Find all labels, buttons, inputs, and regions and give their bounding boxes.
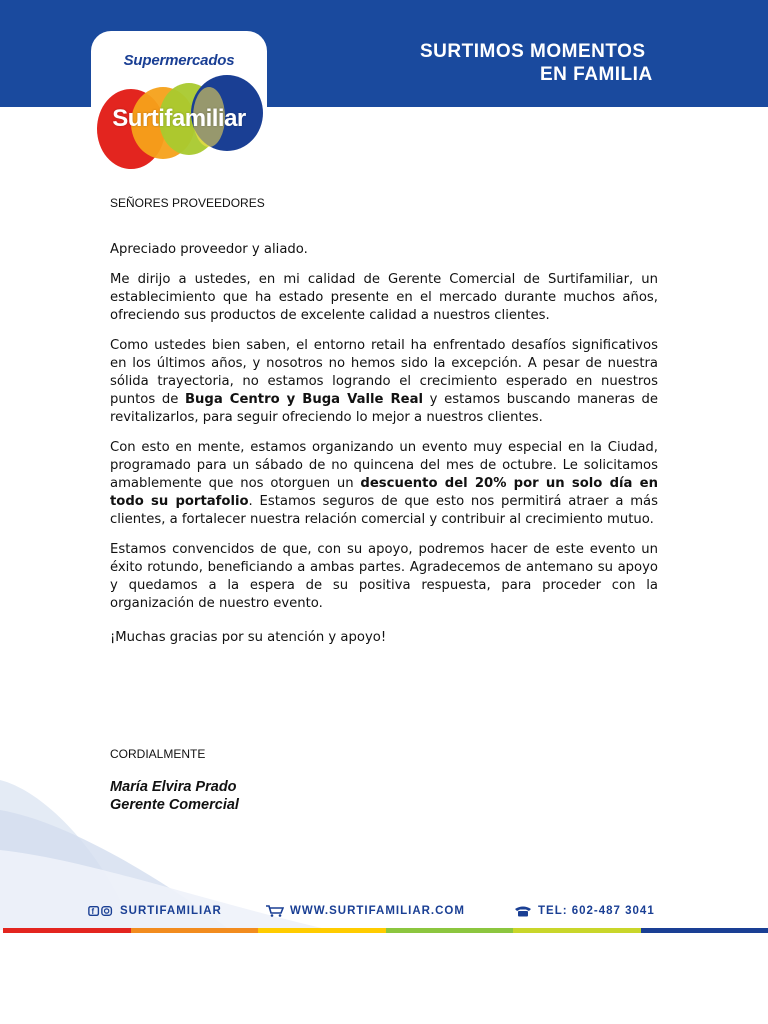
letter-closing: CORDIALMENTE [110,747,206,761]
color-bar-segment [131,928,259,933]
color-bar-segment [513,928,641,933]
letter-addressee: SEÑORES PROVEEDORES [110,196,265,210]
tagline-line-1: SURTIMOS MOMENTOS [420,41,646,62]
footer-contacts [88,905,668,923]
website-url: WWW.SURTIFAMILIAR.COM [290,905,465,917]
highlight-stores: Buga Centro y Buga Valle Real [184,392,424,407]
footer-phone[interactable] [514,905,655,917]
letter-paragraph-2: Como ustedes bien saben, el entorno retail ha enfrentado desafíos significativos en los últimos años, y nosotros no hemos sido la excepción. A pesar de nuestra sólida trayectoria, no estamos logrando el crecimiento esperado en nuestros puntos de Buga Centro y Buga Valle Real y estamos buscando maneras de revitalizarlos, para seguir ofreciendo lo mejor a nuestros clientes. [110,338,658,425]
svg-text:f: f [91,907,95,917]
logo-supermercados-text: Supermercados [123,52,235,69]
social-media-icon [88,905,114,917]
brand-logo [91,31,267,171]
letter-paragraph-3: Con esto en mente, estamos organizando un evento muy especial en la Ciudad, programado para un sábado de no quincena del mes de octubre. Le solicitamos amablemente que nos otorguen un descuento del 20% por un solo día en todo su portafolio. Estamos seguros de que esto nos permitirá atraer a más clientes, a fortalecer nuestra relación comercial y contribuir al crecimiento mutuo. [110,440,658,527]
signer-title: Gerente Comercial [110,797,239,813]
telephone-icon [514,905,532,917]
letter-body [110,241,658,659]
footer-color-bar [3,928,768,933]
letter-paragraph-4: Estamos convencidos de que, con su apoyo, podremos hacer de este evento un éxito rotundo, beneficiando a ambas partes. Agradecemos de antemano su apoyo y quedamos a la espera de su positiva respuesta, para proceder con la organización de nuestro evento. [110,542,658,611]
color-bar-segment [258,928,386,933]
color-bar-segment [641,928,768,933]
letter-thanks: ¡Muchas gracias por su atención y apoyo! [110,630,387,645]
letter-greeting: Apreciado proveedor y aliado. [110,242,308,257]
color-bar-segment [386,928,514,933]
footer-website[interactable] [266,905,465,917]
logo-brand-name: Surtifamiliar [112,105,246,132]
social-handle: SURTIFAMILIAR [120,905,222,917]
phone-number: TEL: 602-487 3041 [538,905,655,917]
header-tagline [420,40,664,86]
color-bar-segment [3,928,131,933]
shopping-cart-icon [266,905,284,917]
tagline-line-2: EN FAMILIA [540,64,653,85]
highlight-discount: descuento del 20% por un solo día en todo su portafolio [110,476,658,509]
letter-paragraph-1: Me dirijo a ustedes, en mi calidad de Gerente Comercial de Surtifamiliar, un establecimiento que ha estado presente en el mercado durante muchos años, ofreciendo sus productos de excelente calidad a nuestros clientes. [110,272,658,323]
signer-name: María Elvira Prado [110,779,237,795]
footer-social[interactable] [88,905,222,917]
